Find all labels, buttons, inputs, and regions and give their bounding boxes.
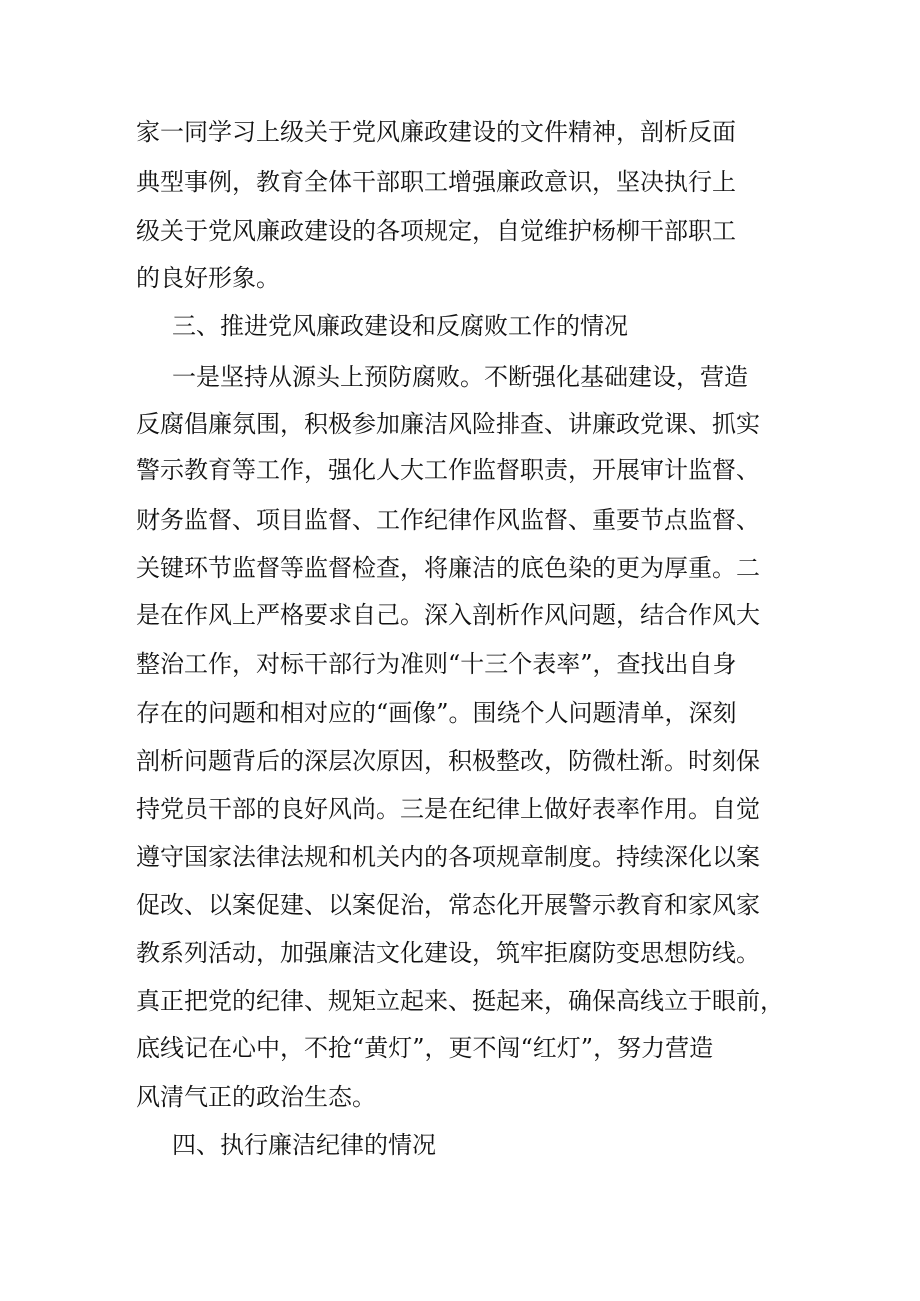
text-line: 整治工作，对标干部行为准则“十三个表率”，查找出自身 bbox=[136, 650, 737, 678]
text-line: 底线记在心中，不抢“黄灯”，更不闯“红灯”，努力营造 bbox=[136, 1034, 714, 1062]
text-line: 警示教育等工作，强化人大工作监督职责，开展审计监督、 bbox=[136, 456, 760, 484]
section-heading: 四、执行廉洁纪律的情况 bbox=[172, 1131, 436, 1159]
text-line: 典型事例，教育全体干部职工增强廉政意识，坚决执行上 bbox=[136, 168, 736, 196]
text-line: 促改、以案促建、以案促治，常态化开展警示教育和家风家 bbox=[136, 891, 760, 919]
text-line: 家一同学习上级关于党风廉政建设的文件精神，剖析反面 bbox=[136, 118, 736, 146]
text-line: 真正把党的纪律、规矩立起来、挺起来，确保高线立于眼前， bbox=[136, 987, 784, 1015]
text-line: 是在作风上严格要求自己。深入剖析作风问题，结合作风大 bbox=[136, 601, 760, 629]
text-line: 一是坚持从源头上预防腐败。不断强化基础建设，营造 bbox=[172, 363, 748, 391]
text-line: 教系列活动，加强廉洁文化建设，筑牢拒腐防变思想防线。 bbox=[136, 939, 760, 967]
text-line: 的良好形象。 bbox=[136, 264, 280, 292]
text-line: 关键环节监督等监督检查，将廉洁的底色染的更为厚重。二 bbox=[136, 554, 760, 582]
text-line: 遵守国家法律法规和机关内的各项规章制度。持续深化以案 bbox=[136, 843, 760, 871]
text-line: 剖析问题背后的深层次原因，积极整改，防微杜渐。时刻保 bbox=[136, 747, 760, 775]
text-line: 风清气正的政治生态。 bbox=[136, 1083, 376, 1111]
text-line: 级关于党风廉政建设的各项规定，自觉维护杨柳干部职工 bbox=[136, 217, 736, 245]
text-line: 财务监督、项目监督、工作纪律作风监督、重要节点监督、 bbox=[136, 506, 760, 534]
text-line: 持党员干部的良好风尚。三是在纪律上做好表率作用。自觉 bbox=[136, 795, 760, 823]
text-line: 反腐倡廉氛围，积极参加廉洁风险排查、讲廉政党课、抓实 bbox=[136, 410, 760, 438]
section-heading: 三、推进党风廉政建设和反腐败工作的情况 bbox=[172, 312, 628, 340]
text-line: 存在的问题和相对应的“画像”。围绕个人问题清单，深刻 bbox=[136, 699, 737, 727]
